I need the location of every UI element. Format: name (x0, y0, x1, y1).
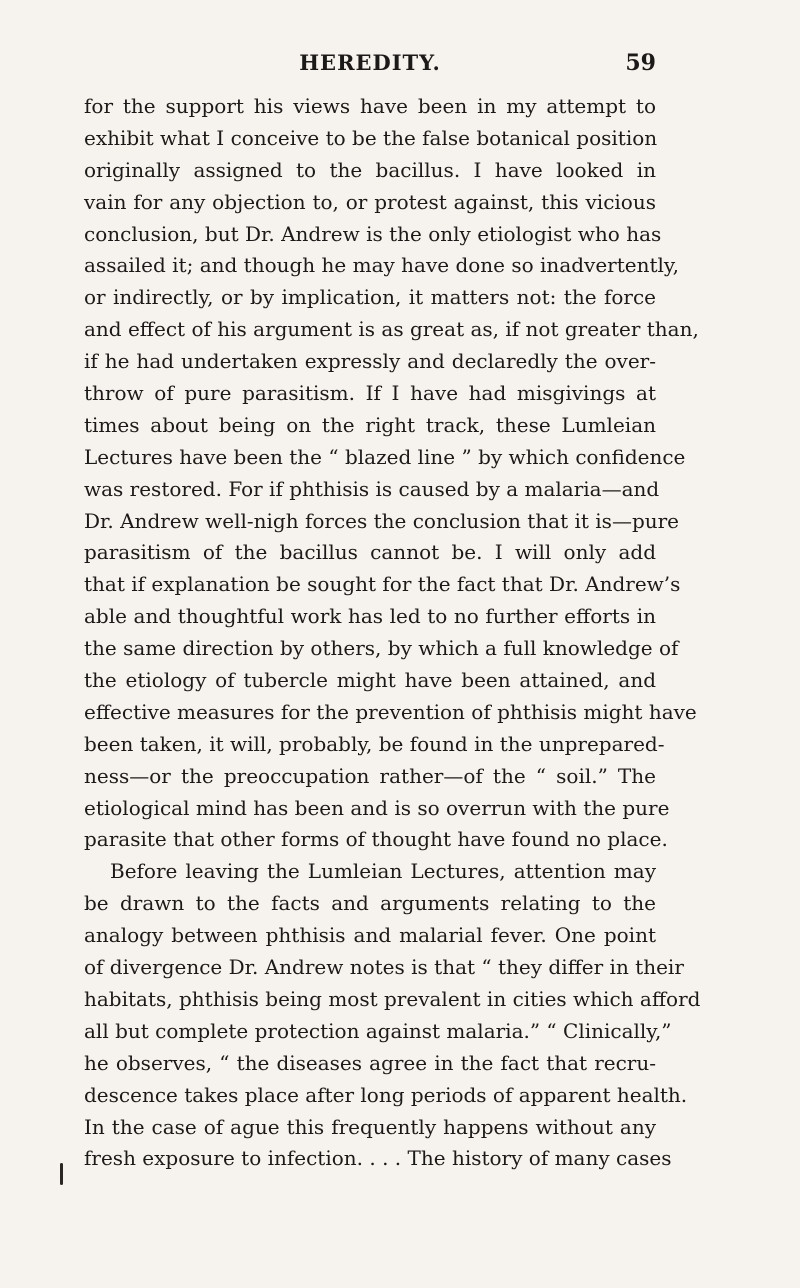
text-line: able and thoughtful work has led to no further efforts in (84, 604, 656, 629)
text-line: parasitism of the bacillus cannot be. I will only add (84, 540, 656, 565)
text-line: originally assigned to the bacillus. I have looked in (84, 157, 656, 182)
text-line: throw of pure parasitism. If I have had misgivings at (84, 381, 656, 406)
text-line: he observes, “ the diseases agree in the fact that recru- (84, 1050, 656, 1075)
text-line: all but complete protection against malaria.” “ Clinically,” (84, 1018, 672, 1043)
text-line: the etiology of tubercle might have been attained, and (84, 668, 656, 693)
text-line: for the support his views have been in my attempt to (84, 94, 656, 118)
text-line: effective measures for the prevention of phthisis might have (84, 699, 697, 724)
text-line: that if explanation be sought for the fact that Dr. Andrew’s (84, 572, 681, 597)
text-line: times about being on the right track, these Lumleian (84, 412, 656, 437)
text-line: Lectures have been the “ blazed line ” by which confidence (84, 444, 686, 469)
text-line: etiological mind has been and is so overrun with the pure (84, 795, 670, 820)
text-line: Dr. Andrew well-nigh forces the conclusion that it is—pure (84, 508, 680, 533)
text-line: been taken, it will, probably, be found in the unprepared- (84, 731, 665, 756)
text-line: habitats, phthisis being most prevalent in cities which afford (84, 986, 701, 1011)
paragraph-start-line: Before leaving the Lumleian Lectures, attention may (110, 859, 656, 884)
text-line: exhibit what I conceive to be the false botanical position (84, 125, 658, 150)
text-line: fresh exposure to infection. . . . The history of many cases (84, 1146, 672, 1171)
text-line: conclusion, but Dr. Andrew is the only etiologist who has (84, 221, 662, 246)
running-head (84, 50, 656, 80)
text-line: parasite that other forms of thought have found no place. (84, 827, 668, 852)
ink-mark (60, 1163, 63, 1185)
text-line: vain for any objection to, or protest against, this vicious (84, 189, 656, 214)
running-title: HEREDITY. (299, 50, 441, 75)
text-line: In the case of ague this frequently happens without any (84, 1114, 656, 1139)
text-line: and effect of his argument is as great as, if not greater than, (84, 317, 699, 342)
text-line: ness—or the preoccupation rather—of the “ soil.” The (84, 763, 656, 788)
page-number: 59 (625, 50, 656, 76)
text-line: if he had undertaken expressly and declaredly the over- (84, 349, 656, 374)
text-line: was restored. For if phthisis is caused by a malaria—and (84, 476, 660, 501)
text-line: descence takes place after long periods of apparent health. (84, 1082, 688, 1107)
text-line: be drawn to the facts and arguments relating to the (84, 891, 656, 916)
text-line: assailed it; and though he may have done so inadvertently, (84, 253, 679, 278)
text-line: or indirectly, or by implication, it matters not: the force (84, 285, 656, 310)
body-text (84, 91, 701, 1175)
text-line: of divergence Dr. Andrew notes is that “ they differ in their (84, 955, 684, 980)
text-line: analogy between phthisis and malarial fever. One point (84, 923, 656, 948)
text-line: the same direction by others, by which a full knowledge of (84, 636, 679, 661)
